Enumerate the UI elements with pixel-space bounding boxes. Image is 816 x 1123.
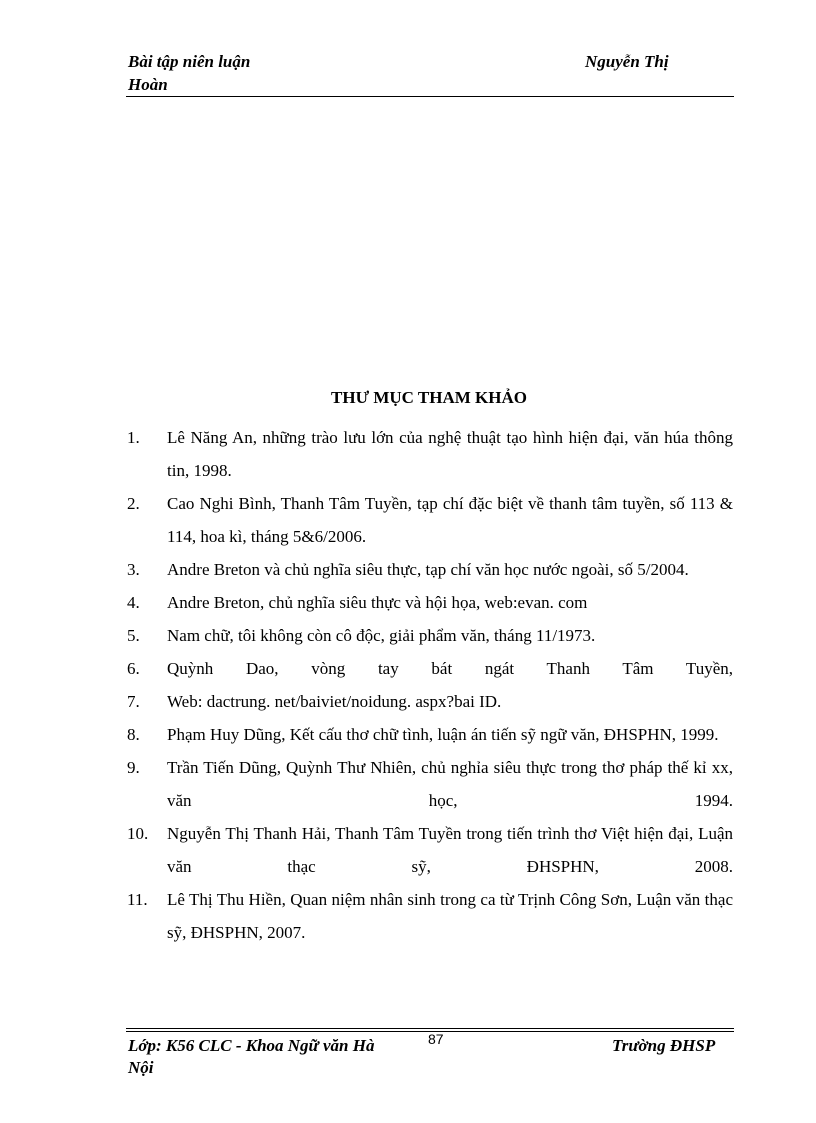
reference-item	[127, 718, 733, 751]
reference-text: Nam chữ, tôi không còn cô độc, giải phẩm văn, tháng 11/1973.	[167, 626, 596, 645]
header-author: Nguyễn Thị	[585, 52, 669, 71]
reference-text: Nguyễn Thị Thanh Hải, Thanh Tâm Tuyền trong tiến trình thơ Việt hiện đại, Luận văn thạc sỹ, ĐHSPHN, 2008.	[167, 824, 733, 876]
header-left	[128, 50, 250, 96]
reference-number: 7.	[127, 692, 140, 711]
reference-number: 6.	[127, 659, 140, 678]
reference-number: 10.	[127, 824, 149, 843]
reference-item	[127, 685, 733, 718]
reference-number: 11.	[127, 890, 148, 909]
reference-text: Andre Breton và chủ nghĩa siêu thực, tạp chí văn học nước ngoài, số 5/2004.	[167, 560, 689, 579]
reference-list	[127, 421, 733, 949]
reference-number: 1.	[127, 428, 140, 447]
reference-text: Trần Tiến Dũng, Quỳnh Thư Nhiên, chủ nghỉa siêu thực trong thơ pháp thế kỉ xx, văn học, 1994.	[167, 758, 733, 810]
reference-number: 9.	[127, 758, 140, 777]
reference-item	[127, 487, 733, 553]
reference-item	[127, 817, 733, 883]
reference-text: Cao Nghi Bình, Thanh Tâm Tuyền, tạp chí đặc biệt về thanh tâm tuyền, số 113 & 114, hoa kì, tháng 5&6/2006.	[167, 494, 733, 546]
reference-text: Andre Breton, chủ nghĩa siêu thực và hội họa, web:evan. com	[167, 593, 588, 612]
header-course-title: Bài tập niên luận	[128, 52, 251, 71]
reference-item	[127, 652, 733, 685]
reference-text: Web: dactrung. net/baiviet/noidung. aspx?bai ID.	[167, 692, 502, 711]
reference-number: 3.	[127, 560, 140, 579]
footer-class-info: Lớp: K56 CLC - Khoa Ngữ văn Hà Nội	[128, 1036, 375, 1077]
reference-number: 4.	[127, 593, 140, 612]
reference-text: Lê Thị Thu Hiền, Quan niệm nhân sinh trong ca từ Trịnh Công Sơn, Luận văn thạc sỹ, ĐHSPHN, 2007.	[167, 890, 733, 942]
footer-school: Trường ĐHSP	[612, 1036, 716, 1055]
reference-item	[127, 883, 733, 949]
reference-item	[127, 553, 733, 586]
reference-item	[127, 586, 733, 619]
footer-rule-top	[126, 1028, 734, 1029]
page-number: 87	[428, 1031, 444, 1047]
reference-text: Lê Năng An, những trào lưu lớn của nghệ thuật tạo hình hiện đại, văn húa thông tin, 1998.	[167, 428, 733, 480]
reference-item	[127, 619, 733, 652]
reference-number: 5.	[127, 626, 140, 645]
page-title: THƯ MỤC THAM KHẢO	[331, 388, 527, 407]
reference-item	[127, 421, 733, 487]
reference-text: Phạm Huy Dũng, Kết cấu thơ chữ tình, luận án tiến sỹ ngữ văn, ĐHSPHN, 1999.	[167, 725, 719, 744]
reference-number: 2.	[127, 494, 140, 513]
reference-number: 8.	[127, 725, 140, 744]
header-author-surname-continued: Hoàn	[128, 75, 168, 94]
reference-item	[127, 751, 733, 817]
reference-text: Quỳnh Dao, vòng tay bát ngát Thanh Tâm Tuyền,	[167, 659, 733, 678]
header-rule	[126, 96, 734, 97]
